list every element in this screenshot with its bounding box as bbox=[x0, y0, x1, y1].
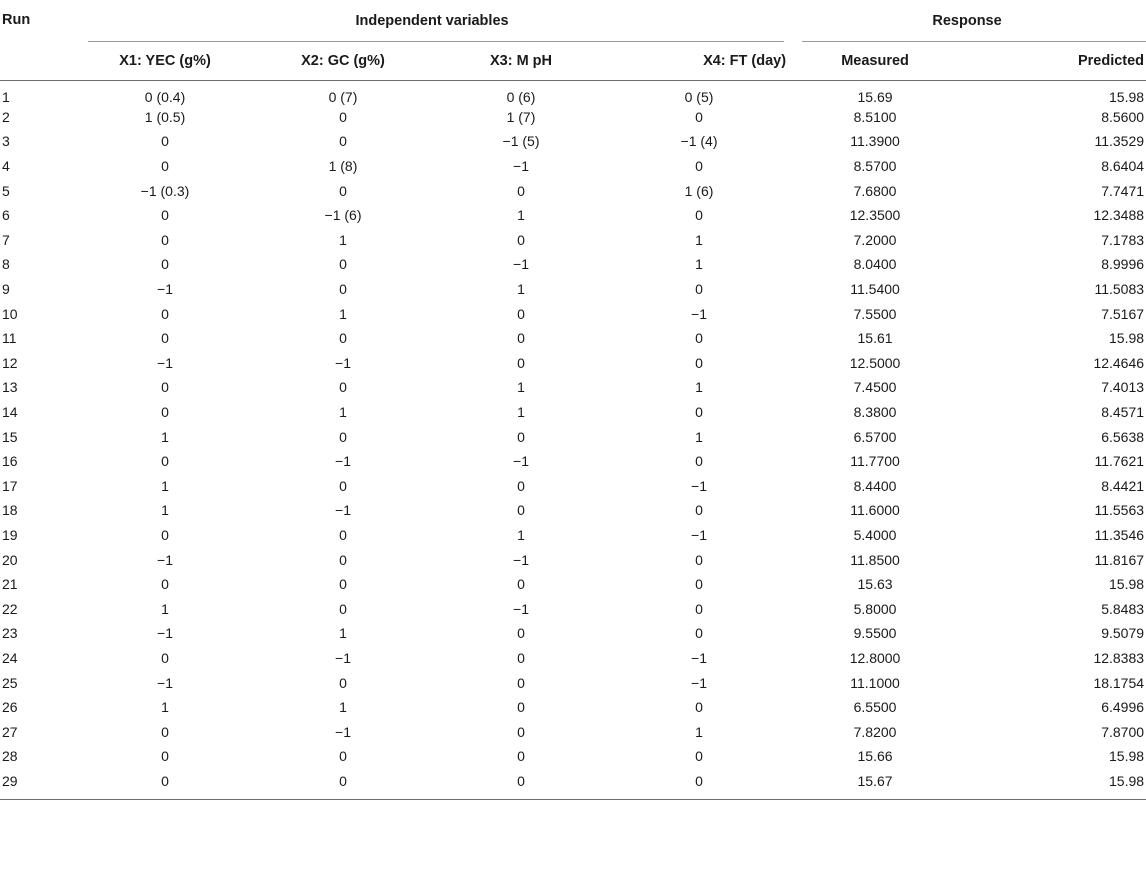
measured-cell: 11.7700 bbox=[850, 453, 900, 470]
x3-cell: 0 bbox=[517, 576, 525, 593]
x1-cell: 0 bbox=[161, 256, 169, 273]
x3-cell: 1 bbox=[517, 281, 525, 298]
x3-header: X3: M pH bbox=[489, 52, 553, 69]
table-row bbox=[0, 646, 1146, 671]
run-cell: 28 bbox=[2, 748, 18, 765]
x2-cell: 1 bbox=[339, 305, 347, 322]
x2-cell: 0 bbox=[339, 600, 347, 617]
table-row bbox=[0, 547, 1146, 572]
x3-cell: 1 (7) bbox=[506, 108, 536, 125]
x1-cell: 0 bbox=[161, 748, 169, 765]
run-cell: 18 bbox=[2, 502, 18, 519]
x1-cell: 0 bbox=[161, 772, 169, 789]
x1-cell: −1 bbox=[157, 674, 173, 691]
table-row bbox=[0, 129, 1146, 154]
x4-cell: 0 bbox=[695, 108, 703, 125]
x2-cell: 1 bbox=[339, 404, 347, 421]
measured-cell: 8.5700 bbox=[853, 158, 897, 175]
x4-cell: 0 bbox=[695, 576, 703, 593]
x4-cell: 0 (5) bbox=[684, 88, 714, 105]
x1-cell: 0 bbox=[161, 158, 169, 175]
predicted-cell: 5.8483 bbox=[1101, 600, 1145, 617]
x3-cell: 0 bbox=[517, 699, 525, 716]
table-body bbox=[0, 80, 1146, 793]
x2-header: X2: GC (g%) bbox=[301, 52, 385, 69]
x2-cell: 0 bbox=[339, 428, 347, 445]
run-cell: 5 bbox=[2, 182, 10, 199]
x1-cell: 0 bbox=[161, 404, 169, 421]
measured-cell: 15.66 bbox=[857, 748, 893, 765]
predicted-cell: 15.98 bbox=[1109, 330, 1145, 347]
predicted-cell: 7.5167 bbox=[1101, 305, 1145, 322]
x4-cell: 1 (6) bbox=[684, 182, 714, 199]
response-header: Response bbox=[788, 0, 1146, 42]
measured-header: Measured bbox=[841, 52, 909, 69]
x1-cell: 0 bbox=[161, 379, 169, 396]
x1-cell: 0 bbox=[161, 723, 169, 740]
x4-cell: 0 bbox=[695, 158, 703, 175]
table-row bbox=[0, 449, 1146, 474]
table-row bbox=[0, 203, 1146, 228]
table-row bbox=[0, 523, 1146, 548]
table-row bbox=[0, 178, 1146, 203]
table-row bbox=[0, 80, 1146, 105]
x2-cell: −1 bbox=[335, 453, 351, 470]
x3-cell: 0 bbox=[517, 674, 525, 691]
x2-cell: −1 bbox=[335, 649, 351, 666]
run-cell: 26 bbox=[2, 699, 18, 716]
run-cell: 2 bbox=[2, 108, 10, 125]
table-row bbox=[0, 769, 1146, 794]
x3-cell: 1 bbox=[517, 404, 525, 421]
table-row bbox=[0, 301, 1146, 326]
x2-cell: 1 bbox=[339, 625, 347, 642]
x4-cell: 1 bbox=[695, 256, 703, 273]
predicted-cell: 8.4421 bbox=[1101, 477, 1145, 494]
table-row bbox=[0, 596, 1146, 621]
predicted-cell: 8.4571 bbox=[1101, 404, 1145, 421]
x1-cell: 0 bbox=[161, 207, 169, 224]
x3-cell: 0 bbox=[517, 502, 525, 519]
run-cell: 21 bbox=[2, 576, 18, 593]
table-row bbox=[0, 400, 1146, 425]
table-header bbox=[0, 0, 1146, 80]
x4-cell: −1 bbox=[691, 649, 707, 666]
run-cell: 4 bbox=[2, 158, 10, 175]
x3-cell: 0 bbox=[517, 649, 525, 666]
x4-cell: −1 bbox=[691, 477, 707, 494]
x3-cell: 1 bbox=[517, 207, 525, 224]
run-cell: 29 bbox=[2, 772, 18, 789]
x3-cell: 0 bbox=[517, 231, 525, 248]
predicted-cell: 11.5083 bbox=[1094, 281, 1145, 298]
run-cell: 20 bbox=[2, 551, 18, 568]
measured-cell: 12.3500 bbox=[849, 207, 901, 224]
measured-cell: 11.8500 bbox=[850, 551, 900, 568]
x4-cell: 0 bbox=[695, 281, 703, 298]
x3-cell: −1 bbox=[513, 256, 529, 273]
x4-cell: −1 bbox=[691, 674, 707, 691]
table-row bbox=[0, 154, 1146, 179]
x4-cell: 0 bbox=[695, 748, 703, 765]
run-cell: 6 bbox=[2, 207, 10, 224]
x1-cell: 1 bbox=[161, 699, 169, 716]
run-cell: 11 bbox=[2, 330, 17, 347]
run-cell: 27 bbox=[2, 723, 18, 740]
predicted-cell: 12.8383 bbox=[1093, 649, 1145, 666]
table-row bbox=[0, 572, 1146, 597]
table-row bbox=[0, 277, 1146, 302]
x2-cell: −1 bbox=[335, 354, 351, 371]
predicted-cell: 11.5563 bbox=[1094, 502, 1145, 519]
x1-cell: 0 (0.4) bbox=[144, 88, 186, 105]
measured-cell: 15.69 bbox=[857, 88, 893, 105]
x2-cell: 0 bbox=[339, 674, 347, 691]
x3-cell: −1 bbox=[513, 453, 529, 470]
x2-cell: 0 bbox=[339, 379, 347, 396]
x4-cell: 1 bbox=[695, 428, 703, 445]
measured-cell: 11.6000 bbox=[850, 502, 900, 519]
predicted-cell: 8.6404 bbox=[1101, 158, 1145, 175]
run-cell: 17 bbox=[2, 477, 18, 494]
run-cell: 1 bbox=[2, 88, 10, 105]
measured-cell: 6.5700 bbox=[853, 428, 897, 445]
predicted-cell: 15.98 bbox=[1109, 576, 1145, 593]
x1-cell: 0 bbox=[161, 231, 169, 248]
predicted-cell: 7.8700 bbox=[1101, 723, 1145, 740]
measured-cell: 11.5400 bbox=[850, 281, 900, 298]
x2-cell: 0 bbox=[339, 576, 347, 593]
x1-cell: 0 bbox=[161, 305, 169, 322]
x1-cell: −1 bbox=[157, 625, 173, 642]
run-cell: 22 bbox=[2, 600, 18, 617]
x2-cell: 0 bbox=[339, 281, 347, 298]
measured-cell: 7.6800 bbox=[853, 182, 897, 199]
table-row bbox=[0, 498, 1146, 523]
predicted-cell: 7.1783 bbox=[1101, 231, 1145, 248]
measured-cell: 5.4000 bbox=[853, 526, 897, 543]
x2-cell: 0 bbox=[339, 526, 347, 543]
x4-cell: 0 bbox=[695, 625, 703, 642]
x3-cell: 0 bbox=[517, 354, 525, 371]
x1-cell: 1 bbox=[161, 477, 169, 494]
x4-cell: −1 bbox=[691, 526, 707, 543]
x3-cell: 0 bbox=[517, 428, 525, 445]
run-cell: 10 bbox=[2, 305, 18, 322]
table-row bbox=[0, 424, 1146, 449]
run-cell: 9 bbox=[2, 281, 10, 298]
measured-cell: 15.61 bbox=[857, 330, 893, 347]
run-cell: 12 bbox=[2, 354, 18, 371]
x1-cell: −1 bbox=[157, 551, 173, 568]
x3-cell: −1 bbox=[513, 158, 529, 175]
x3-cell: 1 bbox=[517, 379, 525, 396]
table-row bbox=[0, 375, 1146, 400]
x1-cell: 0 bbox=[161, 330, 169, 347]
x4-cell: 0 bbox=[695, 600, 703, 617]
x3-cell: −1 (5) bbox=[502, 133, 540, 150]
x3-cell: 0 bbox=[517, 723, 525, 740]
x3-cell: 1 bbox=[517, 526, 525, 543]
x1-cell: −1 bbox=[157, 281, 173, 298]
table-row bbox=[0, 326, 1146, 351]
x2-cell: 0 bbox=[339, 551, 347, 568]
predicted-cell: 11.8167 bbox=[1094, 551, 1145, 568]
predicted-cell: 18.1754 bbox=[1093, 674, 1145, 691]
predicted-cell: 11.7621 bbox=[1094, 453, 1145, 470]
measured-cell: 7.8200 bbox=[853, 723, 897, 740]
predicted-cell: 15.98 bbox=[1109, 88, 1145, 105]
x4-cell: 0 bbox=[695, 207, 703, 224]
x4-cell: 0 bbox=[695, 699, 703, 716]
x3-cell: 0 bbox=[517, 772, 525, 789]
predicted-cell: 15.98 bbox=[1109, 772, 1145, 789]
x1-cell: 0 bbox=[161, 526, 169, 543]
x1-cell: 0 bbox=[161, 133, 169, 150]
run-cell: 3 bbox=[2, 133, 10, 150]
x2-cell: 0 bbox=[339, 748, 347, 765]
run-cell: 8 bbox=[2, 256, 10, 273]
predicted-cell: 11.3529 bbox=[1094, 133, 1145, 150]
x1-cell: 0 bbox=[161, 453, 169, 470]
measured-cell: 12.8000 bbox=[849, 649, 901, 666]
x1-cell: 1 bbox=[161, 600, 169, 617]
table-row bbox=[0, 719, 1146, 744]
x3-cell: 0 bbox=[517, 182, 525, 199]
predicted-cell: 12.3488 bbox=[1093, 207, 1145, 224]
run-cell: 14 bbox=[2, 404, 18, 421]
x1-cell: −1 (0.3) bbox=[140, 182, 190, 199]
x4-cell: 1 bbox=[695, 231, 703, 248]
independent-variables-header: Independent variables bbox=[76, 0, 788, 42]
table-row bbox=[0, 351, 1146, 376]
x4-cell: 0 bbox=[695, 330, 703, 347]
run-cell: 24 bbox=[2, 649, 18, 666]
x2-cell: 0 bbox=[339, 182, 347, 199]
x4-cell: 0 bbox=[695, 404, 703, 421]
x2-cell: 0 bbox=[339, 108, 347, 125]
measured-cell: 9.5500 bbox=[853, 625, 897, 642]
measured-cell: 8.4400 bbox=[853, 477, 897, 494]
measured-cell: 11.3900 bbox=[850, 133, 900, 150]
x2-cell: 0 bbox=[339, 133, 347, 150]
x4-cell: 0 bbox=[695, 772, 703, 789]
predicted-cell: 11.3546 bbox=[1094, 526, 1145, 543]
predicted-cell: 6.5638 bbox=[1101, 428, 1145, 445]
table-row bbox=[0, 252, 1146, 277]
measured-cell: 8.0400 bbox=[853, 256, 897, 273]
x3-cell: 0 bbox=[517, 330, 525, 347]
x4-cell: −1 bbox=[691, 305, 707, 322]
x4-cell: 1 bbox=[695, 379, 703, 396]
table-row bbox=[0, 744, 1146, 769]
x4-cell: 1 bbox=[695, 723, 703, 740]
x4-cell: 0 bbox=[695, 453, 703, 470]
run-cell: 7 bbox=[2, 231, 10, 248]
x2-cell: −1 bbox=[335, 723, 351, 740]
x2-cell: −1 (6) bbox=[324, 207, 362, 224]
x1-cell: 1 bbox=[161, 428, 169, 445]
x2-cell: 1 bbox=[339, 699, 347, 716]
x2-cell: 0 bbox=[339, 330, 347, 347]
table-row bbox=[0, 105, 1146, 130]
predicted-cell: 8.5600 bbox=[1101, 108, 1145, 125]
x2-cell: 1 (8) bbox=[328, 158, 358, 175]
x3-cell: 0 bbox=[517, 748, 525, 765]
run-cell: 23 bbox=[2, 625, 18, 642]
x3-cell: 0 bbox=[517, 625, 525, 642]
run-header: Run bbox=[2, 12, 31, 28]
x1-cell: 1 (0.5) bbox=[144, 108, 186, 125]
x4-cell: 0 bbox=[695, 354, 703, 371]
predicted-cell: 8.9996 bbox=[1101, 256, 1145, 273]
x1-header: X1: YEC (g%) bbox=[119, 52, 211, 69]
predicted-cell: 12.4646 bbox=[1093, 354, 1145, 371]
table-row bbox=[0, 474, 1146, 499]
measured-cell: 6.5500 bbox=[853, 699, 897, 716]
x3-cell: 0 (6) bbox=[506, 88, 536, 105]
predicted-cell: 15.98 bbox=[1109, 748, 1145, 765]
table-row bbox=[0, 695, 1146, 720]
measured-cell: 12.5000 bbox=[849, 354, 901, 371]
predicted-cell: 9.5079 bbox=[1101, 625, 1145, 642]
x3-cell: −1 bbox=[513, 551, 529, 568]
x4-cell: −1 (4) bbox=[680, 133, 718, 150]
x2-cell: 0 bbox=[339, 477, 347, 494]
table-bottom-rule bbox=[0, 799, 1146, 800]
x3-cell: 0 bbox=[517, 305, 525, 322]
x2-cell: 0 bbox=[339, 772, 347, 789]
predicted-cell: 6.4996 bbox=[1101, 699, 1145, 716]
x2-cell: 1 bbox=[339, 231, 347, 248]
measured-cell: 15.63 bbox=[857, 576, 893, 593]
measured-cell: 7.4500 bbox=[853, 379, 897, 396]
measured-cell: 7.2000 bbox=[853, 231, 897, 248]
predicted-cell: 7.7471 bbox=[1101, 182, 1145, 199]
table-row bbox=[0, 228, 1146, 253]
run-cell: 16 bbox=[2, 453, 18, 470]
run-cell: 13 bbox=[2, 379, 18, 396]
run-cell: 15 bbox=[2, 428, 18, 445]
measured-cell: 8.5100 bbox=[853, 108, 897, 125]
measured-cell: 7.5500 bbox=[853, 305, 897, 322]
x2-cell: −1 bbox=[335, 502, 351, 519]
x2-cell: 0 bbox=[339, 256, 347, 273]
x4-cell: 0 bbox=[695, 502, 703, 519]
table-row bbox=[0, 621, 1146, 646]
x1-cell: 1 bbox=[161, 502, 169, 519]
x4-cell: 0 bbox=[695, 551, 703, 568]
table-row bbox=[0, 670, 1146, 695]
x1-cell: 0 bbox=[161, 576, 169, 593]
predicted-header: Predicted bbox=[1077, 52, 1145, 69]
measured-cell: 15.67 bbox=[857, 772, 893, 789]
measured-cell: 5.8000 bbox=[853, 600, 897, 617]
measured-cell: 11.1000 bbox=[850, 674, 900, 691]
x1-cell: −1 bbox=[157, 354, 173, 371]
measured-cell: 8.3800 bbox=[853, 404, 897, 421]
x3-cell: 0 bbox=[517, 477, 525, 494]
x2-cell: 0 (7) bbox=[328, 88, 358, 105]
x4-header: X4: FT (day) bbox=[703, 52, 787, 69]
run-cell: 19 bbox=[2, 526, 18, 543]
predicted-cell: 7.4013 bbox=[1101, 379, 1145, 396]
x3-cell: −1 bbox=[513, 600, 529, 617]
x1-cell: 0 bbox=[161, 649, 169, 666]
run-cell: 25 bbox=[2, 674, 18, 691]
